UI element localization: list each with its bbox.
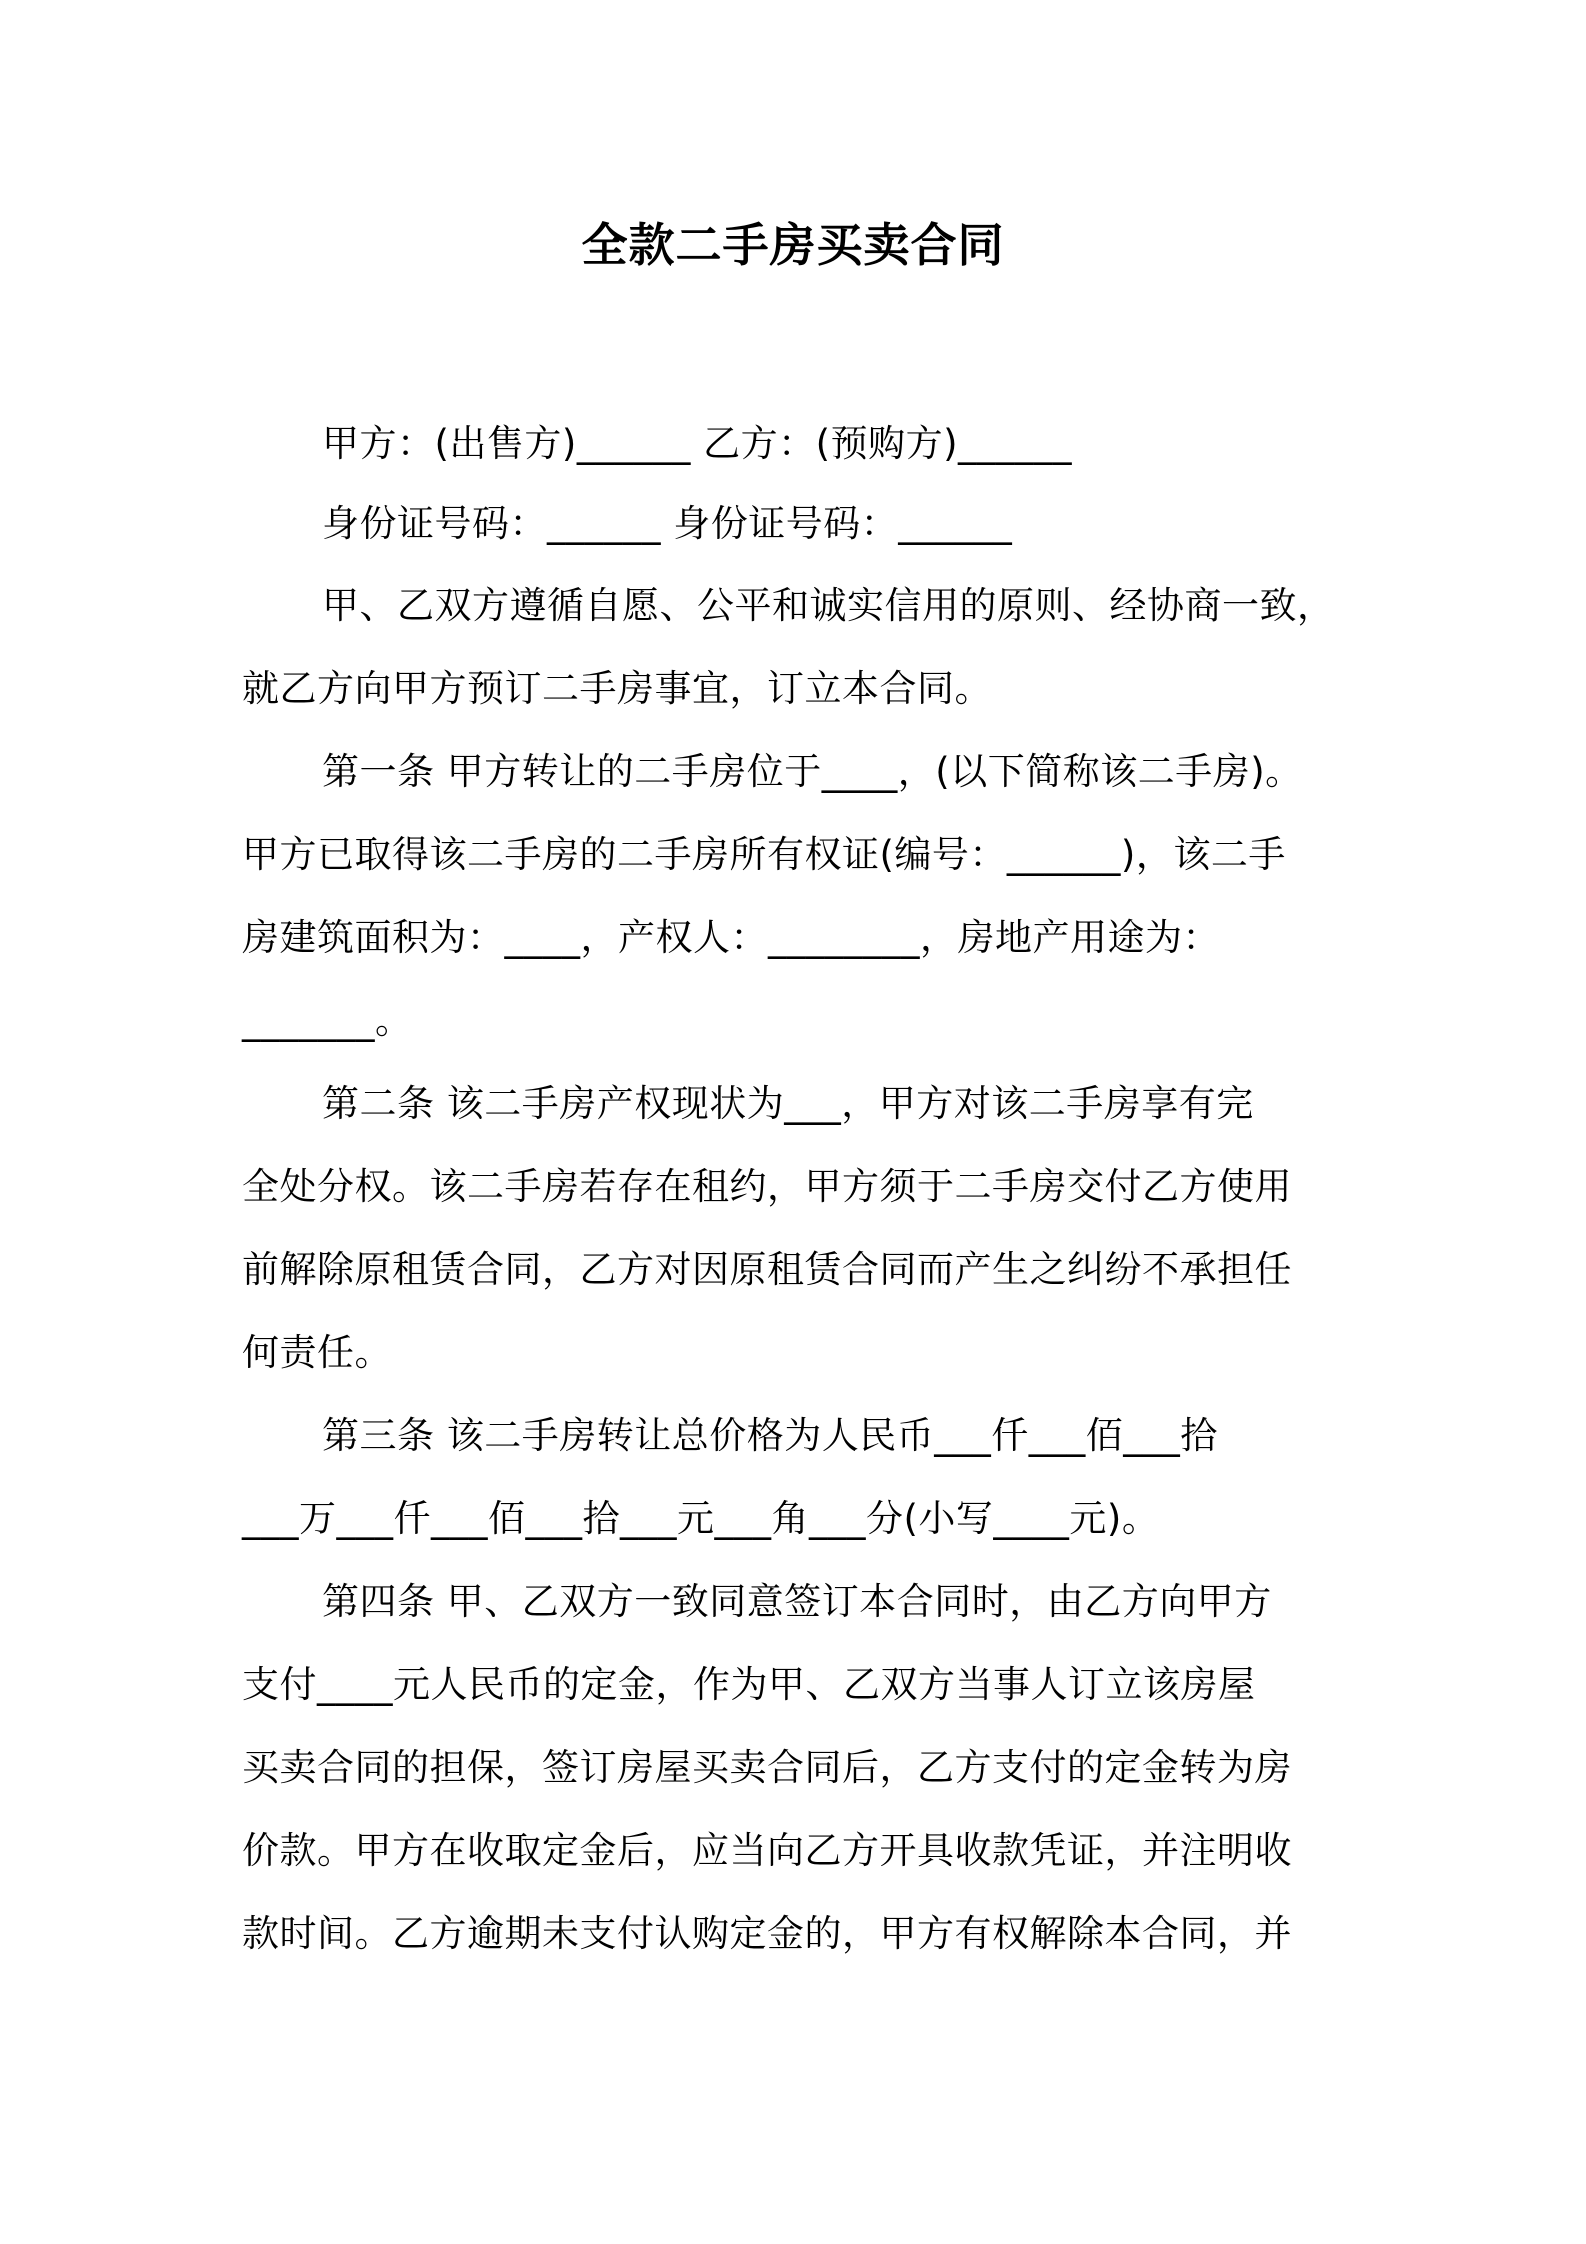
article-2-line-3: 前解除原租赁合同，乙方对因原租赁合同而产生之纠纷不承担任: [242, 1248, 1292, 1291]
preamble-line-1: 甲、乙双方遵循自愿、公平和诚实信用的原则、经协商一致，: [322, 584, 1335, 627]
preamble-line-2: 就乙方向甲方预订二手房事宜，订立本合同。: [242, 667, 992, 710]
article-1-line-2: 甲方已取得该二手房的二手房所有权证(编号：______)，该二手: [242, 833, 1286, 876]
article-4-line-1: 第四条 甲、乙双方一致同意签订本合同时，由乙方向甲方: [322, 1580, 1272, 1623]
article-3-line-2: ___万___仟___佰___拾___元___角___分(小写____元)。: [242, 1497, 1160, 1540]
article-4-line-5: 款时间。乙方逾期未支付认购定金的，甲方有权解除本合同，并: [242, 1912, 1292, 1955]
article-4-line-2: 支付____元人民币的定金，作为甲、乙双方当事人订立该房屋: [242, 1663, 1256, 1706]
article-3-line-1: 第三条 该二手房转让总价格为人民币___仟___佰___拾: [322, 1414, 1218, 1457]
article-2-line-2: 全处分权。该二手房若存在租约，甲方须于二手房交付乙方使用: [242, 1165, 1292, 1208]
id-number-line: 身份证号码：______ 身份证号码：______: [322, 502, 1013, 545]
article-1-line-1: 第一条 甲方转让的二手房位于____，(以下简称该二手房)。: [322, 750, 1303, 793]
article-1-line-4: _______。: [242, 999, 413, 1042]
article-2-line-1: 第二条 该二手房产权现状为___，甲方对该二手房享有完: [322, 1082, 1254, 1125]
article-2-line-4: 何责任。: [242, 1331, 392, 1374]
document-title: 全款二手房买卖合同: [581, 218, 1005, 272]
article-4-line-3: 买卖合同的担保，签订房屋买卖合同后，乙方支付的定金转为房: [242, 1746, 1292, 1789]
article-1-line-3: 房建筑面积为：____，产权人：________，房地产用途为：: [242, 916, 1220, 959]
article-4-line-4: 价款。甲方在收取定金后，应当向乙方开具收款凭证，并注明收: [242, 1829, 1292, 1872]
party-line: 甲方：(出售方)______ 乙方：(预购方)______: [322, 422, 1073, 465]
